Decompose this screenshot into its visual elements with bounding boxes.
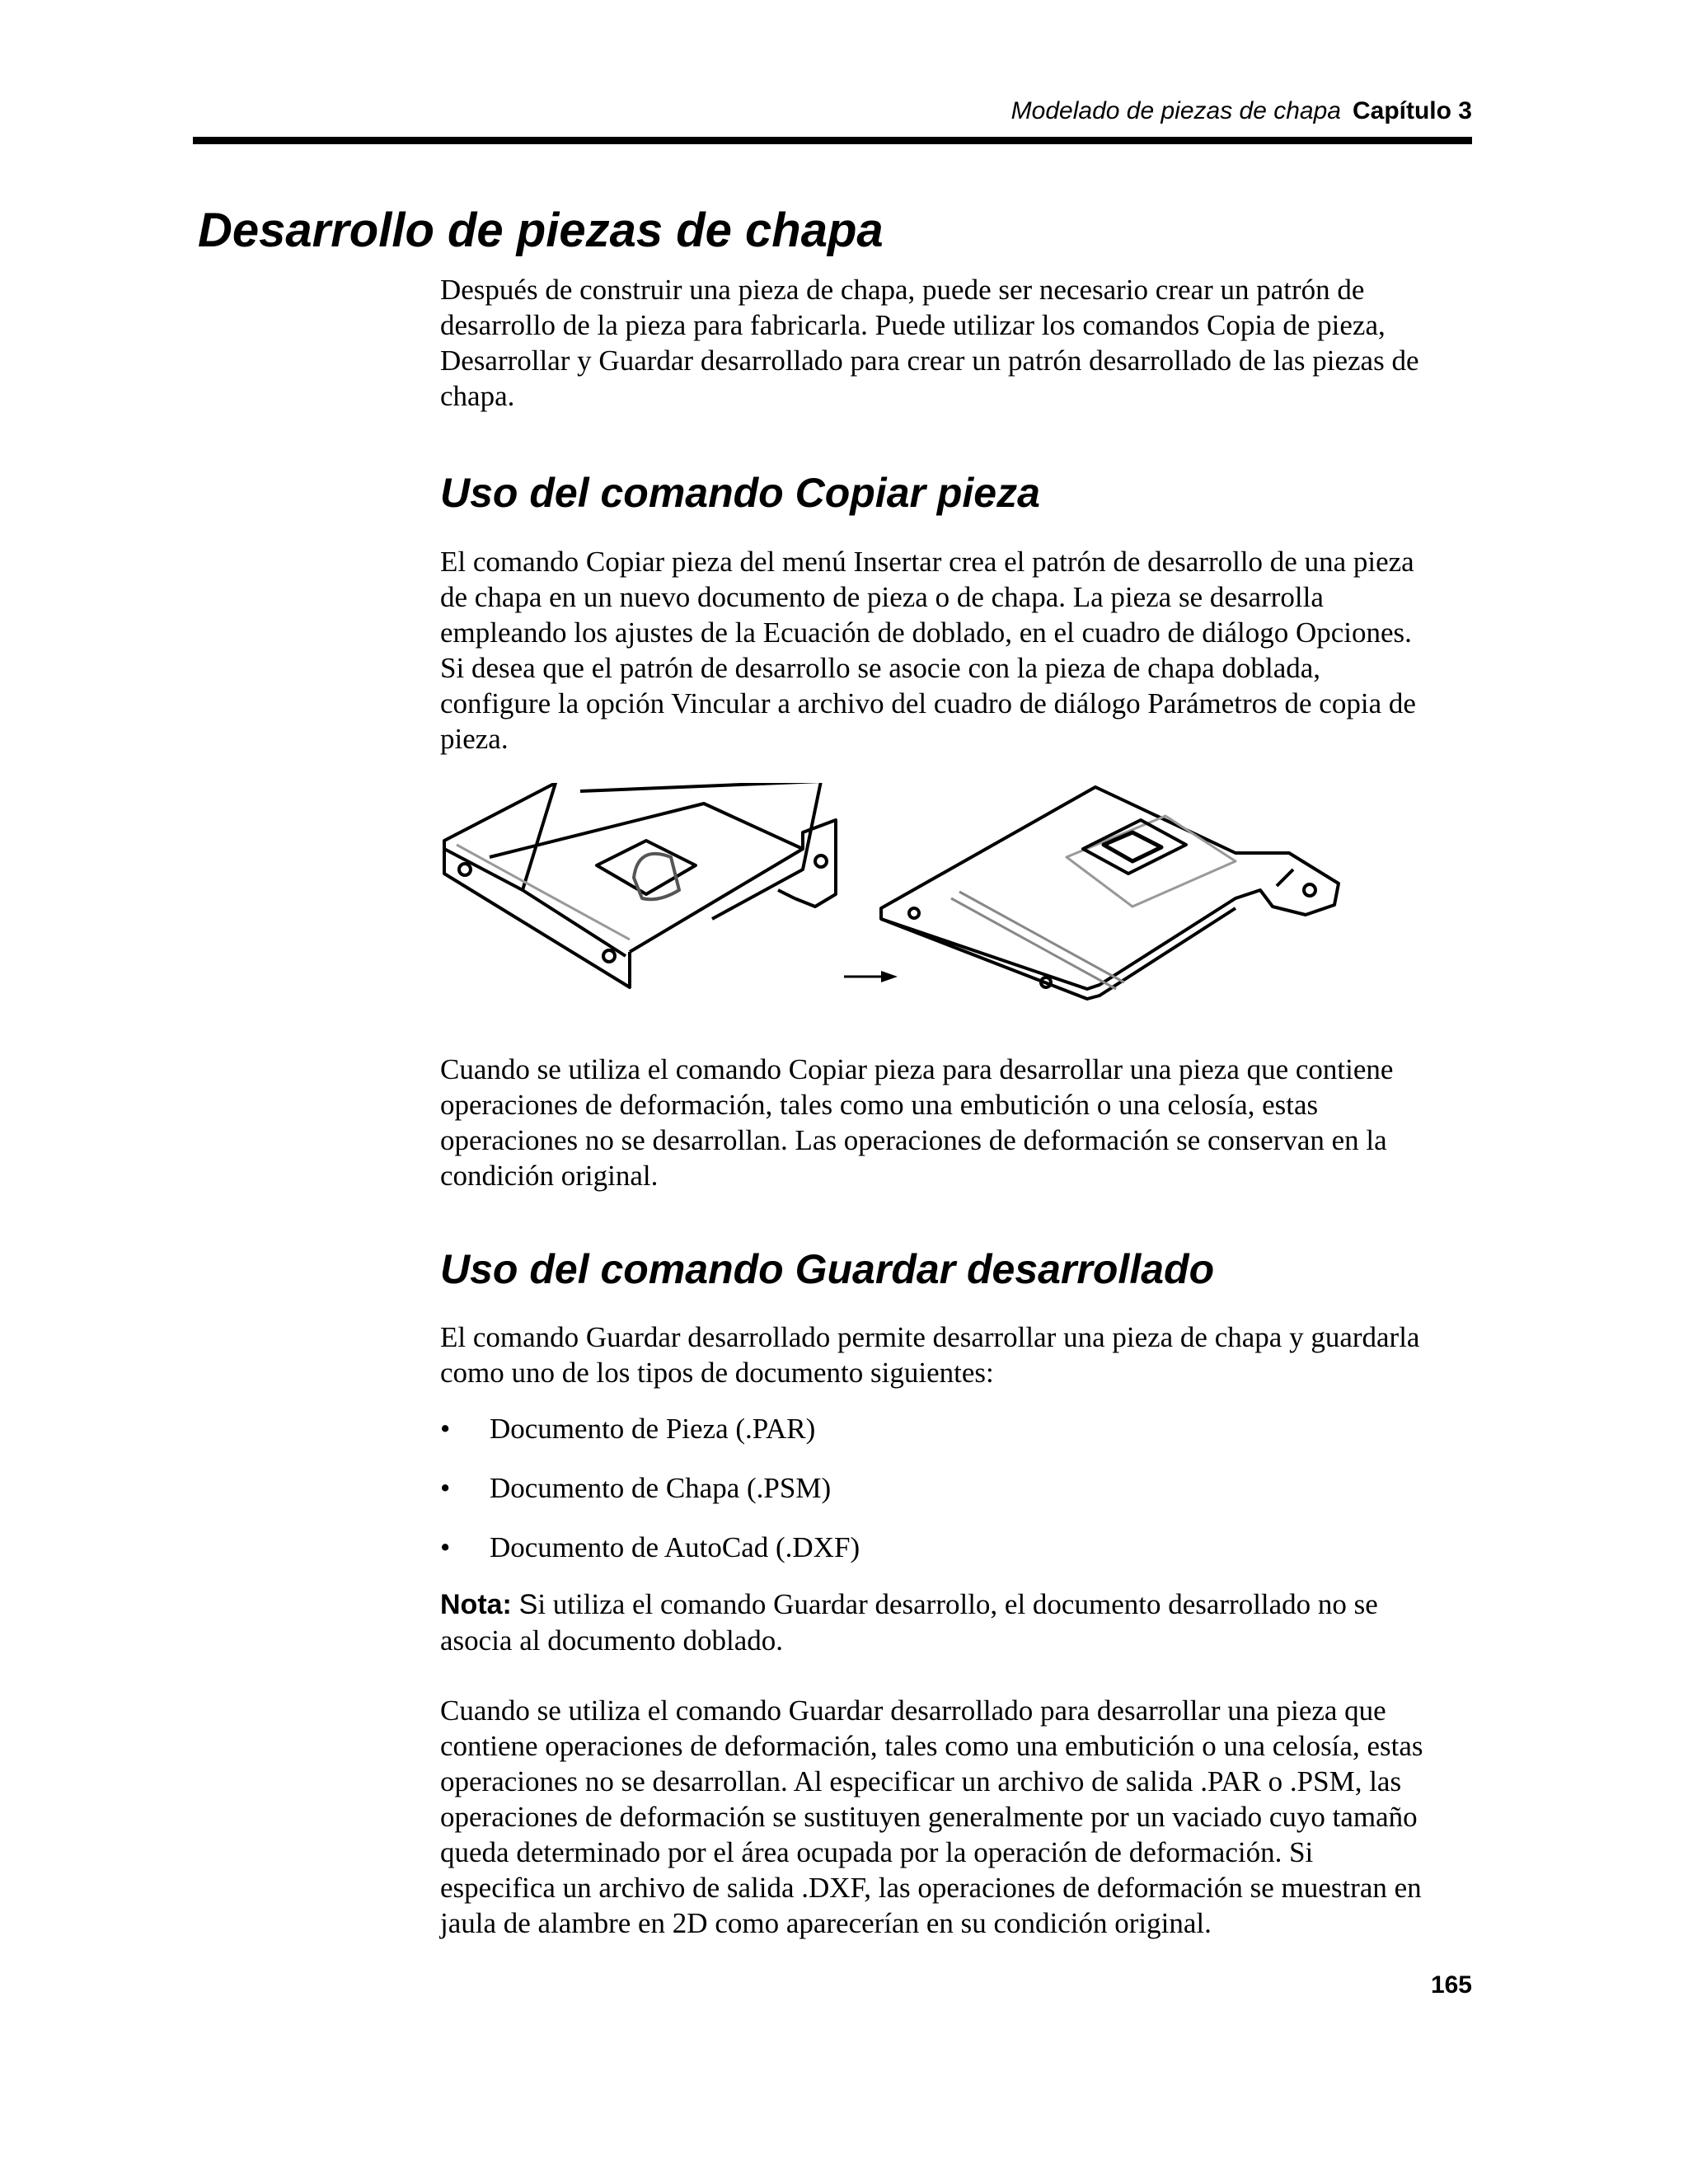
text-line: operaciones de deformación se sustituyen generalmente por un vaciado cuyo tamaño [440,1801,1418,1833]
text-line: operaciones no se desarrollan. Las operaciones de deformación se conservan en la [440,1124,1387,1156]
running-header-chapter: Capítulo 3 [1352,97,1472,124]
copiar-paragraph-1 [440,544,1480,757]
text-line: condición original. [440,1160,659,1192]
list-item [440,1411,860,1470]
nota-line [440,1586,1480,1623]
list-item [440,1470,860,1530]
bullet-icon: • [440,1413,451,1445]
copiar-heading: Uso del comando Copiar pieza [440,470,1040,516]
text-line: chapa. [440,380,515,412]
nota-label: Nota: [440,1589,512,1620]
list-item-text: Documento de Pieza (.PAR) [490,1413,816,1445]
header-rule [193,137,1472,144]
list-item-text: Documento de AutoCad (.DXF) [490,1531,860,1563]
sheet-metal-figure-svg [440,783,1347,1030]
flat-pattern-part-icon [881,787,1339,999]
text-line: Desarrollar y Guardar desarrollado para crear un patrón desarrollado de las piezas de [440,344,1419,377]
text-line: Cuando se utiliza el comando Guardar desarrollado para desarrollar una pieza que [440,1694,1386,1727]
text-line: El comando Copiar pieza del menú Insertar crea el patrón de desarrollo de una pieza [440,546,1414,578]
guardar-paragraph-1 [440,1319,1480,1390]
text-line: pieza. [440,723,509,755]
list-item [440,1530,860,1589]
running-header-title: Modelado de piezas de chapa [1010,97,1341,124]
bullet-icon: • [440,1472,451,1504]
text-line: de chapa en un nuevo documento de pieza o de chapa. La pieza se desarrolla [440,581,1324,613]
text-line: queda determinado por el área ocupada por la operación de deformación. Si [440,1836,1314,1868]
text-line: El comando Guardar desarrollado permite desarrollar una pieza de chapa y guardarla [440,1321,1420,1353]
section-title: Desarrollo de piezas de chapa [198,204,884,257]
text-line: Después de construir una pieza de chapa, puede ser necesario crear un patrón de [440,274,1365,306]
intro-paragraph [440,272,1480,414]
text-line: desarrollo de la pieza para fabricarla. Puede utilizar los comandos Copia de pieza, [440,309,1386,341]
text-line: empleando los ajustes de la Ecuación de doblado, en el cuadro de diálogo Opciones. [440,616,1412,649]
bullet-icon: • [440,1531,451,1563]
arrow-right-icon [844,971,898,982]
text-line: asocia al documento doblado. [440,1624,783,1657]
text-line: operaciones de deformación, tales como una embutición o una celosía, estas [440,1089,1319,1121]
text-line: Si desea que el patrón de desarrollo se asocie con la pieza de chapa doblada, [440,652,1321,684]
nota-text: i utiliza el comando Guardar desarrollo, el documento desarrollado no se [537,1588,1378,1620]
nota-paragraph [440,1586,1480,1658]
text-line: jaula de alambre en 2D como aparecerían en su condición original. [440,1907,1212,1939]
text-line: Cuando se utiliza el comando Copiar pieza para desarrollar una pieza que contiene [440,1053,1394,1085]
page-number: 165 [1430,1971,1472,1999]
text-line: operaciones no se desarrollan. Al especificar un archivo de salida .PAR o .PSM, las [440,1765,1402,1797]
running-header [1011,96,1472,126]
text-line: como uno de los tipos de documento siguientes: [440,1357,994,1389]
list-item-text: Documento de Chapa (.PSM) [490,1472,832,1504]
nota-initial: S [518,1589,538,1620]
guardar-paragraph-2 [440,1693,1480,1941]
folded-sheet-metal-part-icon [444,783,836,987]
text-line: especifica un archivo de salida .DXF, las operaciones de deformación se muestran en [440,1872,1422,1904]
document-type-list [440,1411,860,1589]
text-line: configure la opción Vincular a archivo del cuadro de diálogo Parámetros de copia de [440,687,1416,719]
copiar-paragraph-2 [440,1052,1480,1193]
text-line: contiene operaciones de deformación, tales como una embutición o una celosía, estas [440,1730,1423,1762]
sheet-metal-figure [440,783,1347,1030]
guardar-heading: Uso del comando Guardar desarrollado [440,1246,1215,1292]
